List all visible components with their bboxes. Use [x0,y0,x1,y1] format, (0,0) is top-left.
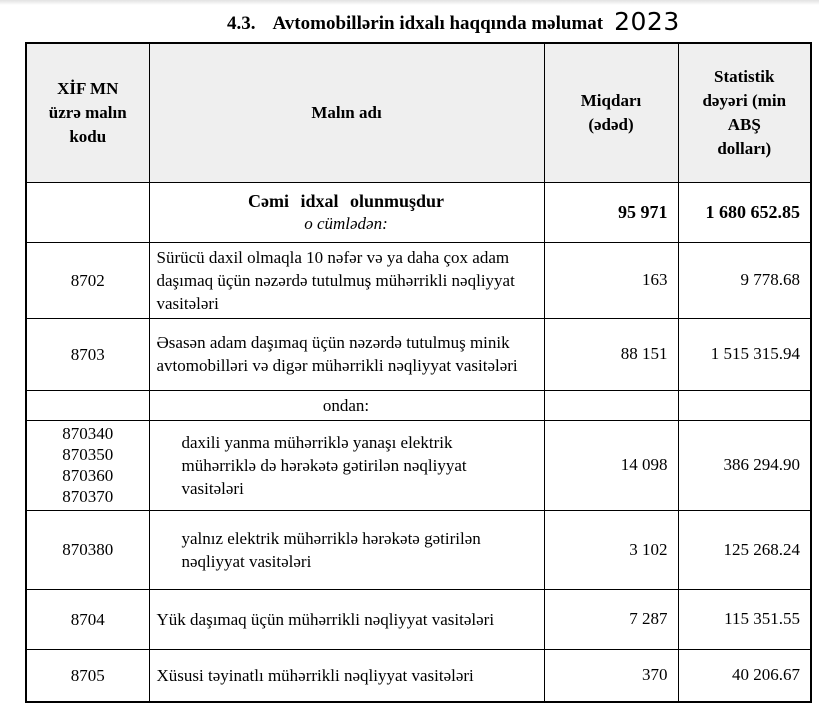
cell-quantity [544,390,678,420]
cell-quantity: 14 098 [544,420,678,510]
imports-table [25,42,812,703]
total-sublabel: o cümlədən: [304,214,388,233]
page-title [227,6,680,35]
code-value: 8703 [70,344,105,364]
title-year: 2023 [614,7,680,36]
code-value: 870380 [62,540,114,559]
cell-code [26,510,149,589]
table-row-ondan [26,390,811,420]
header-statistic-value [678,43,811,182]
header-statistic-value-label: Statistik dəyəri (min ABŞ dolları) [702,66,787,158]
header-product-name [149,43,544,182]
cell-value: 115 351.55 [678,589,811,649]
table-row-8705 [26,649,811,702]
code-value: 870370 [62,487,114,506]
cell-code [26,390,149,420]
total-label: Cəmi idxal olunmuşdur [247,191,445,211]
code-value: 870340 [62,424,114,443]
cell-value: 386 294.90 [678,420,811,510]
cell-name: Yük daşımaq üçün mühərrikli nəqliyyat vasitələri [149,589,544,649]
cell-value: 1 680 652.85 [678,182,811,242]
cell-value: 1 515 315.94 [678,318,811,390]
title-text: Avtomobillərin idxalı haqqında məlumat [272,13,604,34]
table-row-8703 [26,318,811,390]
cell-name [149,182,544,242]
cell-code [26,649,149,702]
code-value: 870350 [62,445,114,464]
cell-quantity: 370 [544,649,678,702]
cell-value: 125 268.24 [678,510,811,589]
header-quantity-label: Miqdarı (ədəd) [580,90,642,134]
cell-value: 40 206.67 [678,649,811,702]
header-row [26,43,811,182]
cell-code [26,242,149,318]
cell-value: 9 778.68 [678,242,811,318]
table-row-8702 [26,242,811,318]
header-product-code-label: XİF MN üzrə malın kodu [48,78,127,146]
header-product-code [26,43,149,182]
cell-quantity: 95 971 [544,182,678,242]
cell-name: ondan: [149,390,544,420]
code-value: 870360 [62,466,114,485]
table-header [26,43,811,182]
table-body [26,182,811,702]
cell-quantity: 3 102 [544,510,678,589]
cell-code [26,318,149,390]
cell-code [26,420,149,510]
cell-name: Xüsusi təyinatlı mühərrikli nəqliyyat vasitələri [149,649,544,702]
page-top-edge [0,0,819,5]
table-row-total [26,182,811,242]
table-row-hybrid [26,420,811,510]
cell-name: Sürücü daxil olmaqla 10 nəfər və ya daha çox adam daşımaq üçün nəzərdə tutulmuş mühərrikli nəqliyyat vasitələri [149,242,544,318]
header-product-name-label: Malın adı [311,102,382,122]
cell-code [26,589,149,649]
code-value: 8704 [70,609,105,629]
table-row-870380 [26,510,811,589]
cell-code [26,182,149,242]
cell-value [678,390,811,420]
cell-quantity: 7 287 [544,589,678,649]
cell-name: yalnız elektrik mühərriklə hərəkətə gətirilən nəqliyyat vasitələri [149,510,544,589]
cell-name: Əsasən adam daşımaq üçün nəzərdə tutulmuş minik avtomobilləri və digər mühərrikli nəqliyyat vasitələri [149,318,544,390]
code-value: 8702 [70,270,105,290]
cell-name: daxili yanma mühərriklə yanaşı elektrik mühərriklə də hərəkətə gətirilən nəqliyyat vasitələri [149,420,544,510]
cell-quantity: 163 [544,242,678,318]
section-number: 4.3. [227,13,256,34]
header-quantity [544,43,678,182]
cell-quantity: 88 151 [544,318,678,390]
code-value: 8705 [70,665,105,685]
table-row-8704 [26,589,811,649]
